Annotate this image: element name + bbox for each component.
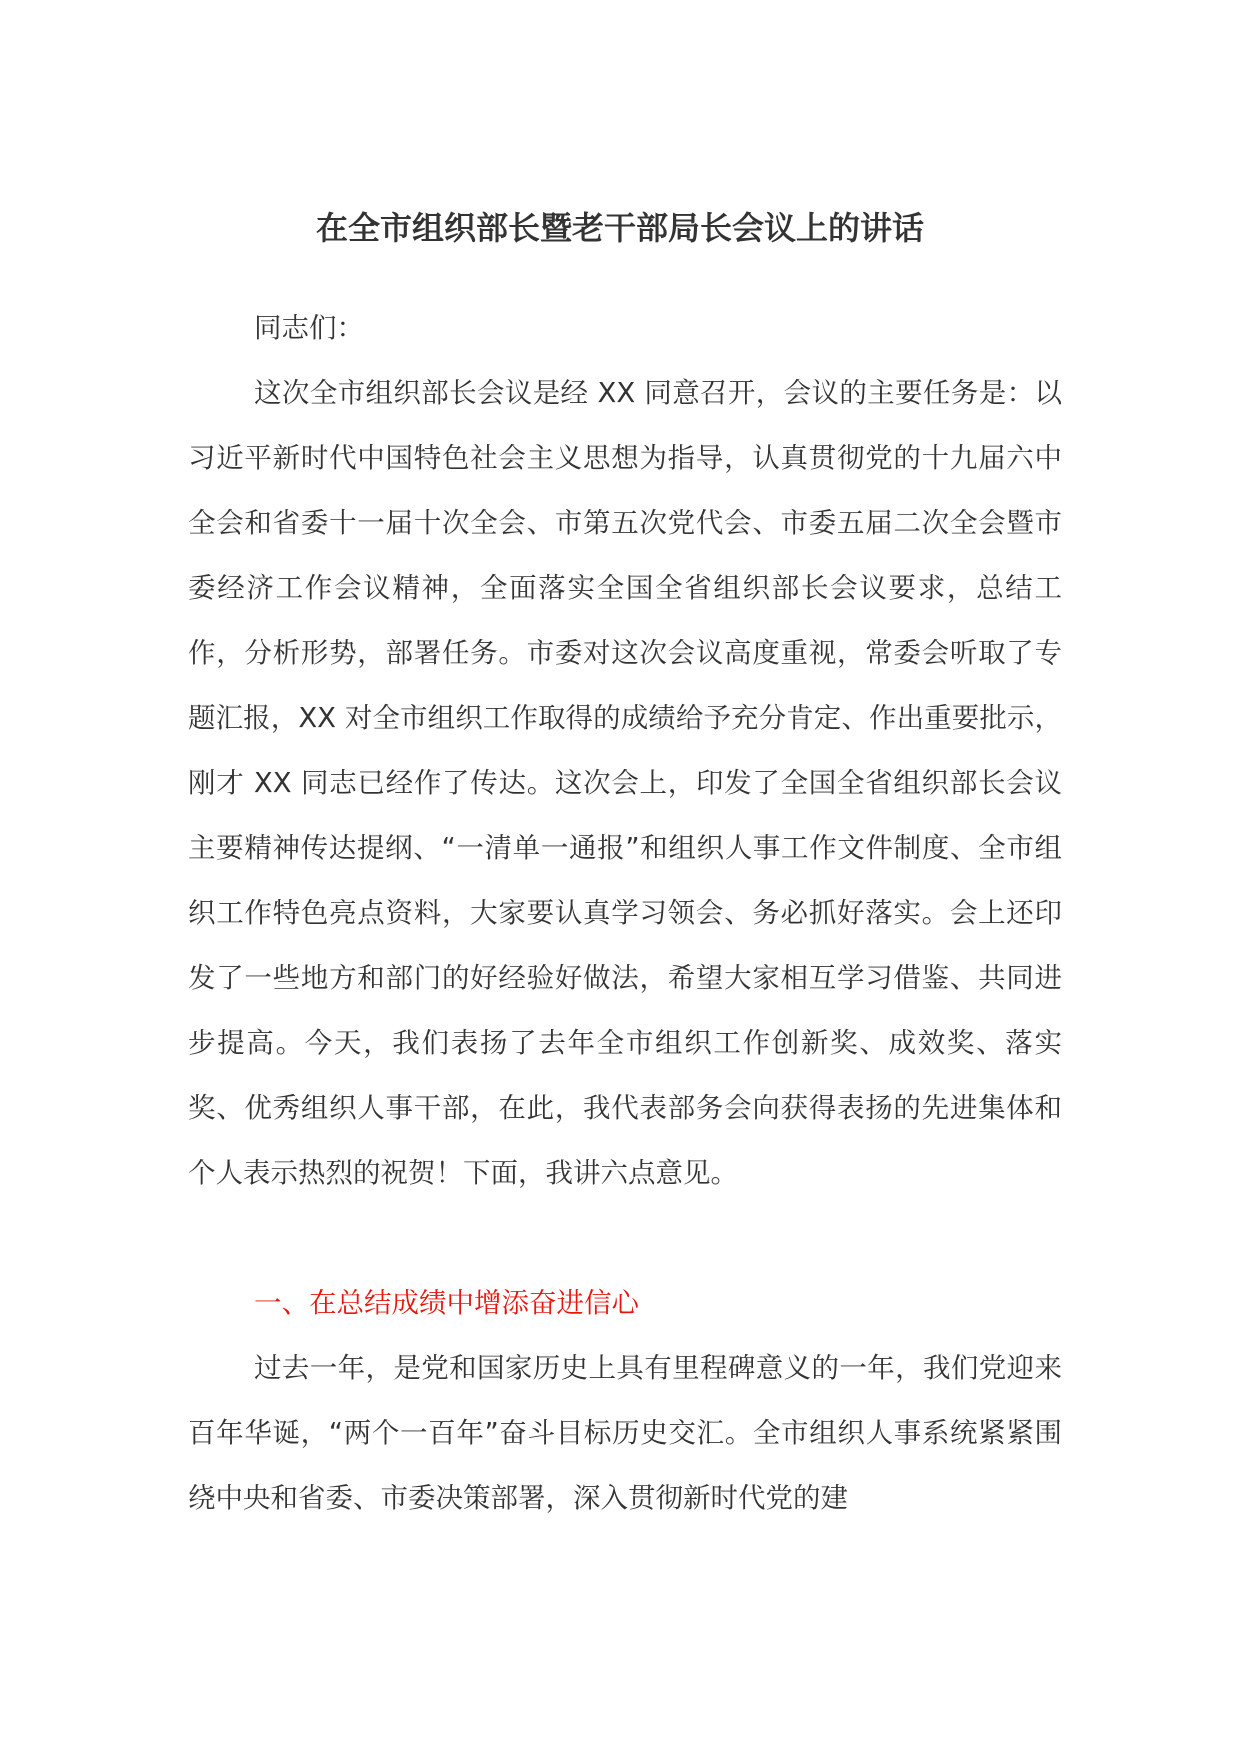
section-heading: 一、在总结成绩中增添奋进信心: [254, 1287, 639, 1319]
paragraph-section-1: 过去一年，是党和国家历史上具有里程碑意义的一年，我们党迎来百年华诞，“两个一百年”奋斗目标历史交汇。全市组织人事系统紧紧围绕中央和省委、市委决策部署，深入贯彻新时代党的建: [188, 1352, 1062, 1514]
document-title: 在全市组织部长暨老干部局长会议上的讲话: [315, 209, 924, 247]
salutation: 同志们：: [254, 312, 364, 344]
paragraph-intro: 这次全市组织部长会议是经 XX 同意召开，会议的主要任务是：以习近平新时代中国特色社会主义思想为指导，认真贯彻党的十九届六中全会和省委十一届十次全会、市第五次党代会、市委五届二次全会暨市委经济工作会议精神，全面落实全国全省组织部长会议要求，总结工作，分析形势，部署任务。市委对这次会议高度重视，常委会听取了专题汇报，XX 对全市组织工作取得的成绩给予充分肯定、作出重要批示，刚才 XX 同志已经作了传达。这次会上，印发了全国全省组织部长会议主要精神传达提纲、“一清单一通报”和组织人事工作文件制度、全市组织工作特色亮点资料，大家要认真学习领会、务必抓好落实。会上还印发了一些地方和部门的好经验好做法，希望大家相互学习借鉴、共同进步提高。今天，我们表扬了去年全市组织工作创新奖、成效奖、落实奖、优秀组织人事干部，在此，我代表部务会向获得表扬的先进集体和个人表示热烈的祝贺！下面，我讲六点意见。: [188, 377, 1062, 1189]
